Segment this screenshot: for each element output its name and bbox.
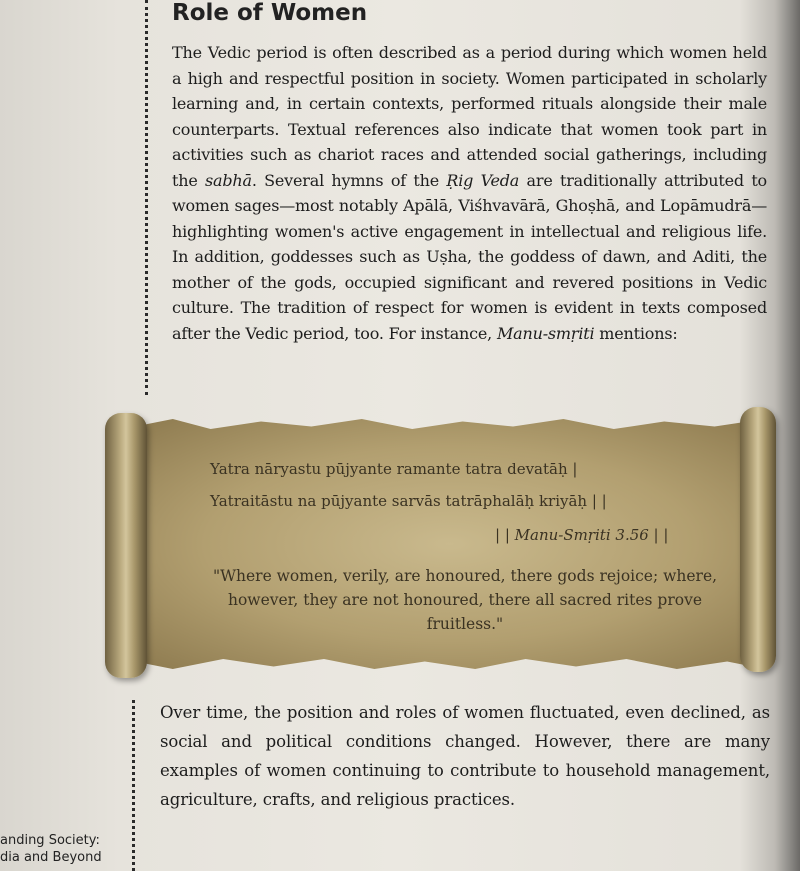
section-heading: Role of Women (172, 0, 368, 26)
quote-translation: "Where women, verily, are honoured, there gods rejoice; where, however, they are not honoured, there all sacred rites prove fruitless." (212, 567, 718, 633)
footer-line-1: anding Society: (0, 833, 100, 848)
margin-dotted-line-bottom (132, 700, 135, 871)
margin-dotted-line-top (145, 0, 148, 395)
term-manu-smriti: Manu-smṛiti (496, 323, 595, 343)
term-sabha: sabhā (205, 170, 252, 190)
paragraph-text: mentions: (594, 323, 678, 343)
scroll-roll-right (740, 407, 776, 672)
closing-paragraph: Over time, the position and roles of women fluctuated, even declined, as social and political conditions changed. However, there are many examples of women continuing to contribute to household management, agriculture, crafts, and religious practices. (160, 703, 770, 809)
paragraph-text: are traditionally attributed to women sages—most notably Apālā, Viśhvavārā, Ghoṣhā, and Lopāmudrā—highlighting women's active engagement in intellectual and religious life. In addition, goddesses such as Uṣha, the goddess of dawn, and Aditi, the mother of the gods, occupied significant and revered positions in Vedic culture. The tradition of respect for women is evident in texts composed after the Vedic period, too. For instance, (172, 170, 767, 343)
scroll-roll-left (105, 413, 147, 678)
quote-source: | | Manu-Smṛiti 3.56 | | (495, 526, 669, 544)
sanskrit-line-1: Yatra nāryastu pūjyante ramante tatra devatāḥ | (210, 460, 578, 478)
main-paragraph (172, 40, 767, 346)
sanskrit-line-2: Yatraitāstu na pūjyante sarvās tatrāphalāḥ kriyāḥ | | (210, 492, 607, 510)
paragraph-text: . Several hymns of the (251, 170, 447, 190)
running-footer (0, 832, 102, 866)
term-rig-veda: Ṛig Veda (446, 170, 520, 190)
footer-line-2: dia and Beyond (0, 850, 102, 865)
paragraph-text: The Vedic period is often described as a period during which women held a high and respectful position in society. Women participated in scholarly learning and, in certain contexts, performed rituals alongside their male counterparts. Textual references also indicate that women took part in activities such as chariot races and attended social gatherings, including the (172, 43, 767, 190)
parchment-scroll (95, 405, 775, 677)
